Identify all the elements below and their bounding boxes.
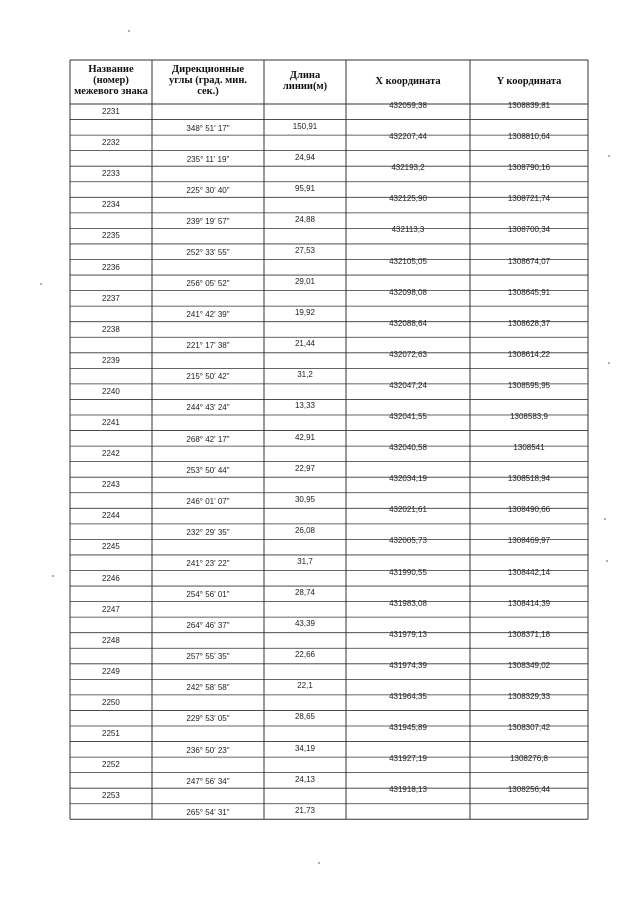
line-length: 95,91 [294, 183, 316, 193]
x-coordinate: 431918,13 [389, 785, 427, 795]
line-length: 22,97 [294, 463, 316, 473]
y-coordinate: 1308810,64 [507, 132, 551, 142]
point-name: 2251 [102, 729, 120, 738]
y-coordinate: 1308839,81 [507, 101, 551, 110]
direction-angle: 247° 56' 34" [186, 776, 230, 786]
point-name: 2252 [102, 760, 120, 770]
scan-speck [608, 362, 610, 364]
point-name: 2250 [102, 697, 120, 707]
point-name: 2243 [102, 480, 120, 490]
y-coordinate: 1308349,02 [507, 660, 551, 670]
direction-angle: 225° 30' 40" [186, 185, 230, 195]
line-length: 42,91 [294, 432, 316, 442]
direction-angle: 242° 58' 58" [186, 683, 230, 693]
x-coordinate: 431974,39 [389, 660, 427, 670]
y-coordinate: 1308583,9 [510, 412, 548, 421]
scan-speck [52, 575, 54, 577]
point-name: 2234 [102, 200, 120, 210]
point-name: 2240 [102, 386, 120, 396]
line-length: 22,1 [297, 681, 313, 691]
line-length: 24,94 [294, 152, 316, 162]
x-coordinate: 432041,55 [389, 412, 427, 421]
header-angle [152, 64, 264, 97]
y-coordinate: 1308414,39 [507, 598, 551, 608]
x-coordinate: 432034,19 [389, 474, 427, 484]
header-name-line: (номер) [93, 75, 129, 86]
y-coordinate: 1308790,16 [507, 163, 551, 173]
scan-speck [608, 155, 610, 157]
scan-speck [318, 862, 320, 864]
header-x-text: X координата [375, 76, 441, 87]
point-name: 2248 [102, 635, 120, 645]
direction-angle: 264° 46' 37" [186, 621, 230, 631]
y-coordinate: 1308628,37 [507, 318, 551, 328]
line-length: 21,44 [294, 339, 316, 349]
line-length: 21,73 [294, 805, 316, 815]
x-coordinate: 432072,63 [389, 349, 427, 359]
point-name: 2237 [102, 293, 120, 303]
y-coordinate: 1308490,66 [507, 505, 551, 515]
x-coordinate: 432193,2 [391, 163, 425, 173]
line-length: 31,7 [297, 556, 313, 566]
x-coordinate: 432059,38 [389, 101, 427, 110]
point-name: 2247 [102, 604, 120, 614]
line-length: 26,08 [294, 525, 316, 535]
header-name-line: межевого знака [74, 86, 148, 97]
x-coordinate: 432047,24 [389, 380, 427, 390]
direction-angle: 241° 42' 39" [186, 310, 230, 320]
direction-angle: 232° 29' 35" [186, 527, 230, 537]
x-coordinate: 432098,08 [389, 287, 427, 297]
direction-angle: 265° 54' 31" [186, 807, 230, 817]
point-name: 2244 [102, 511, 120, 521]
point-name: 2238 [102, 324, 120, 334]
direction-angle: 235° 11' 19" [186, 154, 230, 164]
x-coordinate: 432021,61 [389, 505, 427, 515]
line-length: 27,53 [294, 245, 316, 255]
x-coordinate: 432113,3 [391, 225, 425, 235]
x-coordinate: 431927,19 [389, 754, 427, 764]
point-name: 2235 [102, 231, 120, 241]
line-length: 43,39 [294, 619, 316, 629]
y-coordinate: 1308541 [513, 443, 545, 453]
y-coordinate: 1308674,07 [507, 256, 551, 266]
point-name: 2242 [102, 449, 120, 459]
point-name: 2239 [102, 355, 120, 365]
header-name [70, 64, 152, 97]
x-coordinate: 432040,58 [389, 443, 427, 453]
scan-speck [40, 283, 42, 285]
line-length: 30,95 [294, 494, 316, 504]
line-length: 19,92 [294, 308, 316, 318]
point-name: 2249 [102, 666, 120, 676]
x-coordinate: 432105,05 [389, 256, 427, 266]
line-length: 34,19 [294, 743, 316, 753]
line-length: 28,65 [294, 712, 316, 722]
scan-speck [128, 30, 130, 32]
y-coordinate: 1308371,18 [507, 629, 551, 639]
direction-angle: 254° 56' 01" [186, 590, 230, 600]
y-coordinate: 1308645,91 [507, 287, 551, 297]
y-coordinate: 1308276,8 [510, 754, 548, 764]
direction-angle: 236° 50' 23" [186, 745, 230, 755]
y-coordinate: 1308442,14 [507, 567, 551, 577]
header-angle-line: углы (град. мин. [169, 75, 247, 86]
y-coordinate: 1308329,33 [507, 691, 551, 701]
line-length: 13,33 [294, 401, 316, 411]
x-coordinate: 432207,44 [389, 132, 427, 142]
direction-angle: 229° 53' 05" [186, 714, 230, 724]
x-coordinate: 431983,08 [389, 598, 427, 608]
point-name: 2236 [102, 262, 120, 272]
point-name: 2253 [102, 791, 120, 801]
line-length: 22,66 [294, 650, 316, 660]
y-coordinate: 1308595,95 [507, 380, 551, 390]
header-y [470, 76, 588, 87]
y-coordinate: 1308700,34 [507, 225, 551, 235]
point-name: 2245 [102, 542, 120, 552]
header-angle-line: Дирекционные [171, 64, 245, 75]
header-name-line: Название [88, 64, 134, 75]
line-length: 150,91 [292, 121, 318, 131]
direction-angle: 256° 05' 52" [186, 279, 230, 289]
header-angle-line: сек.) [197, 86, 219, 97]
x-coordinate: 431945,89 [389, 723, 427, 732]
header-y-text: Y координата [496, 76, 562, 87]
line-length: 24,88 [294, 214, 316, 224]
header-length-line: линии(м) [282, 81, 328, 92]
header-length [264, 70, 346, 92]
header-length-line: Длина [289, 70, 321, 81]
scan-speck [604, 518, 606, 520]
y-coordinate: 1308614,22 [507, 349, 551, 359]
y-coordinate: 1308256,44 [507, 785, 551, 795]
line-length: 24,13 [294, 774, 316, 784]
y-coordinate: 1308518,94 [507, 474, 551, 484]
direction-angle: 252° 33' 55" [186, 247, 230, 257]
header-x [346, 76, 470, 87]
x-coordinate: 432088,64 [389, 318, 427, 328]
direction-angle: 241° 23' 22" [186, 558, 230, 568]
y-coordinate: 1308721,74 [507, 194, 551, 204]
x-coordinate: 431979,13 [389, 629, 427, 639]
line-length: 28,74 [294, 588, 316, 598]
x-coordinate: 432125,90 [389, 194, 427, 204]
x-coordinate: 431990,55 [389, 567, 427, 577]
direction-angle: 253° 50' 44" [186, 465, 230, 475]
direction-angle: 221° 17' 38" [186, 341, 230, 351]
y-coordinate: 1308307,42 [507, 723, 551, 732]
line-length: 29,01 [294, 277, 316, 287]
direction-angle: 246° 01' 07" [186, 496, 230, 506]
direction-angle: 239° 19' 57" [186, 216, 230, 226]
point-name: 2241 [102, 418, 120, 427]
x-coordinate: 432005,73 [389, 536, 427, 546]
direction-angle: 348° 51' 17" [186, 123, 230, 133]
direction-angle: 257° 55' 35" [186, 652, 230, 662]
direction-angle: 268° 42' 17" [186, 434, 230, 444]
scan-speck [606, 560, 608, 562]
direction-angle: 215° 50' 42" [186, 372, 230, 382]
x-coordinate: 431964,35 [389, 691, 427, 701]
line-length: 31,2 [297, 370, 313, 380]
point-name: 2231 [102, 107, 120, 116]
point-name: 2246 [102, 573, 120, 583]
point-name: 2232 [102, 138, 120, 148]
y-coordinate: 1308469,97 [507, 536, 551, 546]
point-name: 2233 [102, 169, 120, 179]
direction-angle: 244° 43' 24" [186, 403, 230, 413]
